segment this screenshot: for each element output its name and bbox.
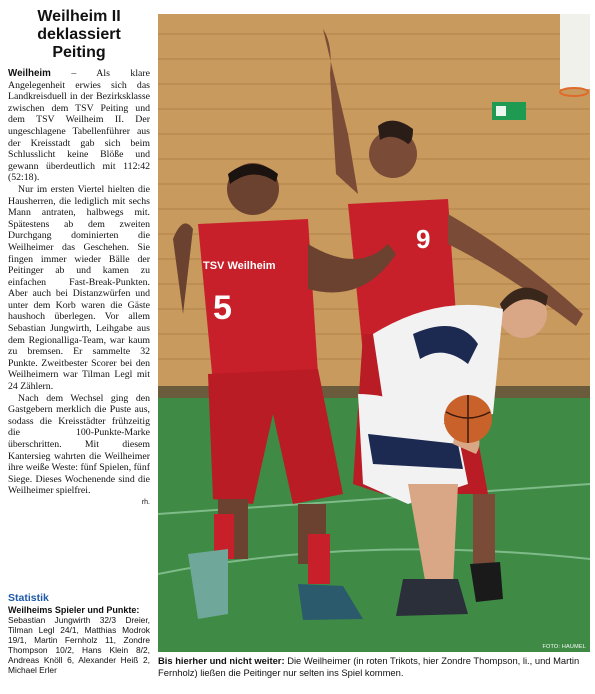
headline-line: deklassiert bbox=[37, 26, 121, 43]
caption-text: Die Weilheimer (in roten Trikots, hier Zondre Thompson, li., und Martin Fernholz) ließen die Peitinger nur selten ins Spiel kommen. bbox=[158, 655, 580, 678]
paragraph-text: – Als klare Angelegenheit erwies sich das Landkreisduell in der Bezirksklasse zwischen dem TSV Peiting und dem TSV Weilheim II. Der ungeschlagene Tabellenführer aus der Kreisstadt gab sich beim Schlusslicht keine Blöße und gewann überdeutlich mit 112:42 (52:18). bbox=[8, 68, 150, 184]
article-body bbox=[8, 68, 150, 509]
article-paragraph: Nach dem Wechsel ging den Gastgebern merklich die Puste aus, sodass die Kreisstädter frühzeitig die 100-Punkte-Marke überschritten. Mit diesem Kantersieg wahrten die Weilheimer ihre weiße Weste: fünf Spielen, fünf Siege. Dieses Wochenende sind die Weilheimer spielfrei. bbox=[8, 392, 150, 497]
photo-credit: FOTO: HAUMEL bbox=[542, 644, 586, 650]
game-photo bbox=[158, 14, 590, 652]
article-column bbox=[8, 8, 150, 509]
photo-caption bbox=[158, 655, 590, 678]
headline bbox=[8, 8, 150, 62]
stats-title: Statistik bbox=[8, 592, 49, 604]
jersey-text: TSV Weilheim bbox=[203, 260, 276, 272]
jersey-number: 5 bbox=[213, 289, 232, 327]
byline: rh. bbox=[141, 498, 150, 506]
article-paragraph: Nur im ersten Viertel hielten die Hausherren, die lediglich mit sechs Mann antraten, halbwegs mit. Spätestens ab dem zweiten Durchgang dominierten die Weilheimer das Geschehen. Sie fingen immer wieder Bälle der Peitinger ab und kamen zu einfachen Fast-Break-Punkten. Aber auch bei Distanzwürfen und unter dem Korb waren die Gäste haushoch überlegen. Vor allem Sebastian Jungwirth, Leihgabe aus dem Regionalliga-Team, war kaum zu bremsen. Er sammelte 32 Punkte. Zweitbester Scorer bei den Weilheimern war Tilman Legl mit 24 Zählern. bbox=[8, 183, 150, 393]
caption-lead: Bis hierher und nicht weiter: bbox=[158, 655, 285, 666]
photo-illustration bbox=[158, 14, 590, 652]
article-paragraph bbox=[8, 68, 150, 184]
headline-line: Weilheim II bbox=[37, 8, 121, 25]
dateline: Weilheim bbox=[8, 68, 51, 79]
jersey-number: 9 bbox=[416, 224, 431, 254]
stats-subtitle: Weilheims Spieler und Punkte: bbox=[8, 605, 140, 615]
headline-line: Peiting bbox=[52, 44, 106, 61]
backboard bbox=[560, 14, 590, 89]
stats-text: Sebastian Jungwirth 32/3 Dreier, Tilman Legl 24/1, Matthias Modrok 19/1, Martin Fernholz 11, Zondre Thompson 10/2, Hans Klein 8/2, Andreas Knöll 6, Alexander Heiß 2, Michael Erler bbox=[8, 615, 150, 675]
stats-box bbox=[8, 592, 150, 675]
